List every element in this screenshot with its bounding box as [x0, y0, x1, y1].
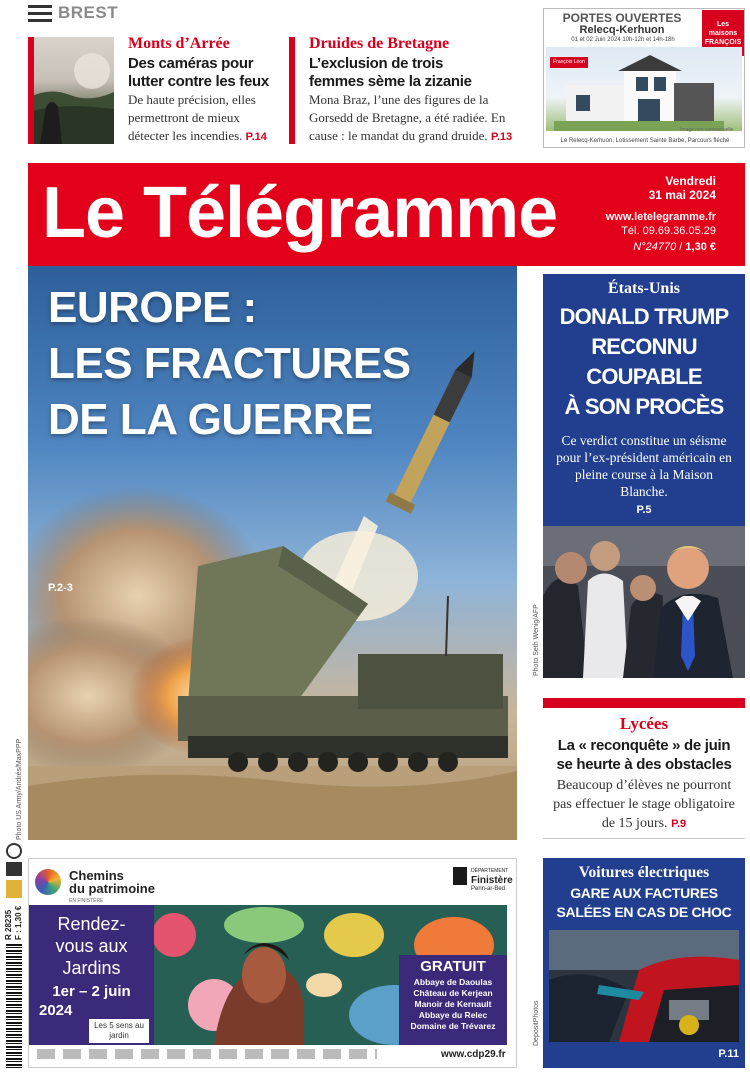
ad-title: PORTES OUVERTES [562, 11, 682, 25]
rdv-panel [29, 905, 154, 1045]
ad-brand-badge: Les maisons FRANÇOIS [702, 10, 744, 56]
ev-photo-credit: DepositPhotos [533, 1000, 540, 1046]
ev-title [543, 884, 745, 922]
masthead-price: 1,30 € [685, 241, 716, 253]
masthead-issue: N°24770 [633, 241, 677, 253]
masthead-website[interactable]: www.letelegramme.fr [605, 211, 716, 223]
ad-caption: Image non contractuelle [680, 127, 734, 133]
teaser-2-body-text: Mona Braz, l’une des figures de la Gorsedd de Bretagne, a été radiée. En cause : le mandat du grand druide. [309, 92, 506, 143]
masthead-info: Vendredi 31 mai 2024 www.letelegramme.fr Tél. 09.69.36.05.29 N°24770 / 1,30 € [598, 174, 716, 254]
top-advertisement[interactable] [543, 8, 745, 148]
rdv-year: 2024 [39, 1002, 73, 1019]
trump-title-line-3: COUPABLE [586, 364, 702, 389]
main-title-line-2: LES FRACTURES [48, 339, 411, 388]
chemins-brand [69, 869, 155, 908]
rdv-title [29, 913, 154, 979]
trump-title-line-1: DONALD TRUMP [559, 304, 729, 329]
badge-icon [6, 880, 22, 898]
teaser-2-headline[interactable]: L’exclusion de trois femmes sème la zizanie [309, 55, 472, 90]
teaser-1-headline[interactable]: Des caméras pour lutter contre les feux [128, 55, 269, 90]
teaser-2-page[interactable]: P.13 [490, 131, 513, 143]
teaser-2-kicker: Druides de Bretagne [309, 35, 450, 52]
teaser-2-accent [289, 37, 295, 144]
rdv-dates: 1er – 2 juin [52, 983, 131, 1000]
rdv-line-1: Rendez- [57, 914, 126, 934]
teaser-1-photo [30, 37, 114, 144]
trump-title-line-4: À SON PROCÈS [564, 394, 724, 419]
ad-url[interactable]: www.cdp29.fr [441, 1049, 506, 1060]
main-title-line-3: DE LA GUERRE [48, 395, 373, 444]
masthead-date: 31 mai 2024 [648, 188, 716, 202]
venue-4: Abbaye du Relec [418, 1010, 488, 1020]
teaser-1-body-text: De haute précision, elles permettront de mieux détecter les incendies. [128, 92, 256, 143]
info-icon [6, 862, 22, 876]
masthead-day: Vendredi [665, 174, 716, 188]
ev-kicker: Voitures électriques [578, 864, 710, 881]
trump-photo-credit: Photo Seth Wenig/AFP [533, 604, 540, 676]
chemins-brand-sub: EN FINISTÈRE [69, 898, 104, 904]
finistere-logo-icon [453, 867, 467, 885]
rdv-line-2: vous aux [55, 936, 128, 956]
main-story-page[interactable]: P.2-3 [48, 582, 73, 594]
venue-2: Château de Kerjean [413, 988, 493, 998]
barcode [6, 944, 22, 1068]
trump-story-box[interactable] [543, 274, 745, 526]
lycees-page[interactable]: P.9 [671, 818, 687, 830]
ad-dates: 01 et 02 Juin 2024 10h-12h et 14h-18h [571, 37, 675, 43]
dept-sub: Penn-ar-Bed [471, 886, 506, 892]
lycees-accent [543, 698, 745, 708]
venue-5: Domaine de Trévarez [410, 1021, 496, 1031]
trump-photo[interactable] [543, 526, 745, 678]
venue-list [399, 977, 507, 1032]
trump-title-line-2: RECONNU [591, 334, 697, 359]
ev-title-line-2: SALÉES EN CAS DE CHOC [556, 904, 732, 920]
rdv-line-3: Jardins [62, 958, 121, 978]
chemins-brand-line-2: du patrimoine [69, 881, 155, 896]
venue-1: Abbaye de Daoulas [413, 977, 493, 987]
chemins-logo-icon [35, 869, 61, 895]
recycle-icon [6, 843, 22, 859]
trump-kicker: États-Unis [607, 280, 680, 297]
trump-body: Ce verdict constitue un séisme pour l’ex-président américain en pleine course à la Maison Blanche. [556, 433, 732, 499]
ev-photo[interactable] [549, 930, 739, 1042]
teaser-2-body [309, 91, 514, 146]
masthead-phone: Tél. 09.69.36.05.29 [621, 225, 716, 237]
lycees-headline[interactable]: La « reconquête » de juin se heurte à des obstacles [556, 737, 732, 773]
trump-title [543, 302, 745, 422]
ev-title-line-1: GARE AUX FACTURES [570, 885, 718, 901]
bottom-advertisement[interactable] [28, 858, 517, 1068]
main-photo-credit: Photo US Army/Andrés/MaxPPP [16, 738, 23, 840]
gratuit-label: GRATUIT [420, 958, 486, 975]
barcode-code: R 28235 [4, 909, 13, 940]
finistere-logo [471, 867, 513, 894]
ad-place: Relecq-Kerhuon [579, 24, 665, 36]
newspaper-logo[interactable]: Le Télégramme [42, 173, 558, 253]
venue-3: Manoir de Kernault [414, 999, 492, 1009]
ad-small-badge: François Léon [550, 57, 588, 68]
teaser-1-body [128, 91, 278, 146]
sponsor-logos [37, 1049, 377, 1059]
ev-page[interactable]: P.11 [718, 1048, 739, 1060]
chemins-brand-line-1: Chemins [69, 868, 124, 883]
gratuit-panel [399, 955, 507, 1045]
teaser-1-accent [28, 37, 34, 144]
divider [543, 838, 745, 839]
dept-name: Finistère [471, 875, 513, 886]
main-title-line-1: EUROPE : [48, 283, 257, 332]
barcode-price: F : 1,30 € [14, 905, 23, 940]
main-story-title[interactable] [48, 280, 411, 448]
teaser-1-page[interactable]: P.14 [245, 131, 267, 143]
lycees-body-text: Beaucoup d’élèves ne pourront pas effectuer le stage obligatoire de 15 jours. [553, 778, 735, 831]
lycees-body [548, 776, 740, 834]
dept-small: DÉPARTEMENT [471, 868, 509, 874]
ad-footer: Le Relecq-Kerhuon, Lotissement Sainte Barbe, Parcours fléché [560, 138, 730, 144]
rdv-tagline: Les 5 sens au jardin [89, 1019, 149, 1043]
teaser-1-kicker: Monts d’Arrée [128, 35, 230, 52]
ev-story-box[interactable] [543, 858, 745, 1068]
house-illustration [546, 47, 742, 131]
trump-page[interactable]: P.5 [636, 504, 652, 516]
menu-icon[interactable] [28, 5, 52, 23]
lycees-kicker: Lycées [619, 714, 669, 733]
edition-city: BREST [58, 3, 119, 22]
